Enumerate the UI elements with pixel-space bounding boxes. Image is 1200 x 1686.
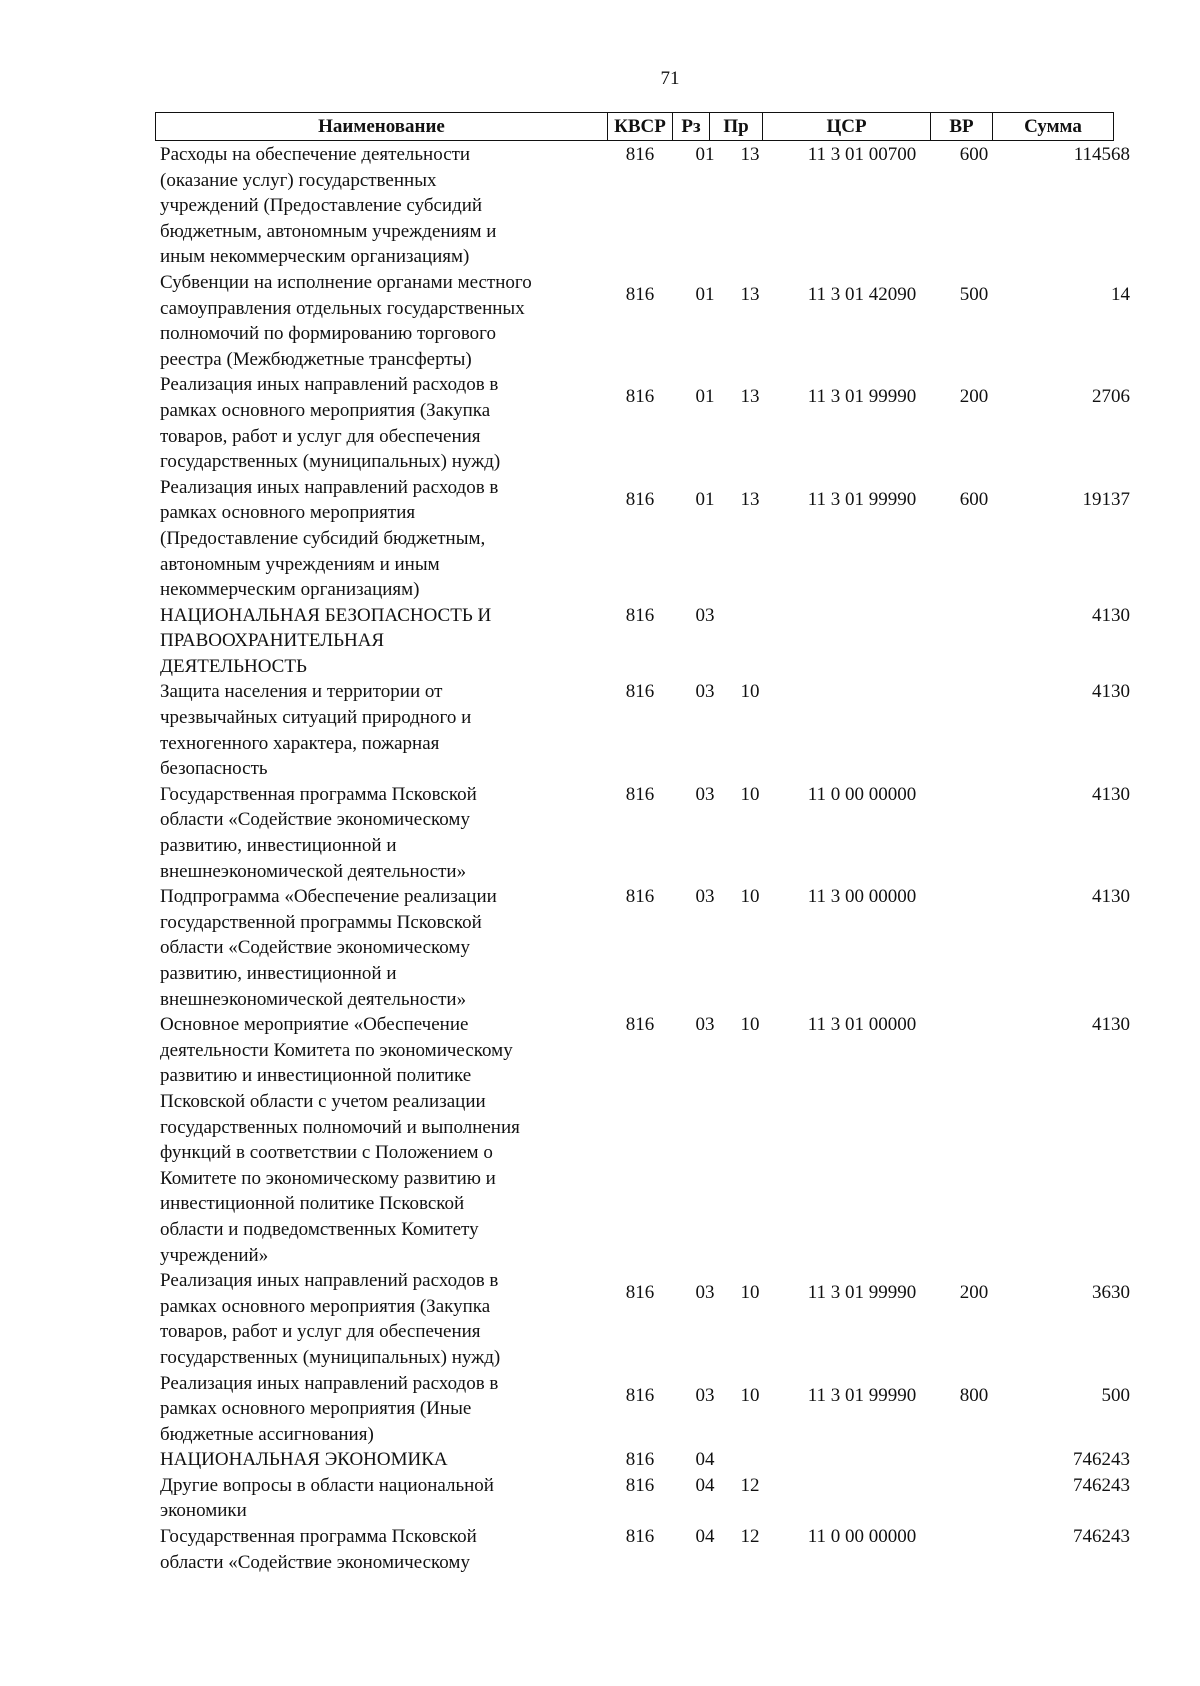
cell-rz: 03 bbox=[695, 886, 715, 908]
row-name-line: учреждений» bbox=[160, 1244, 269, 1266]
row-name-line: Расходы на обеспечение деятельности bbox=[160, 144, 471, 165]
row-name bbox=[160, 884, 600, 1012]
row-name-line: учреждений (Предоставление субсидий bbox=[160, 195, 483, 217]
cell-rz: 03 bbox=[695, 681, 715, 703]
row-name-line: бюджетным, автономным учреждениям и bbox=[160, 220, 497, 242]
cell-pr: 13 bbox=[740, 283, 760, 305]
cell-kvsr: 816 bbox=[625, 386, 655, 408]
cell-pr: 10 bbox=[740, 1384, 760, 1406]
row-name-line: развитию, инвестиционной и bbox=[160, 963, 397, 984]
header-sum: Сумма bbox=[993, 113, 1114, 141]
row-name-line: (оказание услуг) государственных bbox=[160, 169, 437, 191]
row-name-line: инвестиционной политике Псковской bbox=[160, 1193, 465, 1215]
header-pr: Пр bbox=[710, 113, 763, 141]
cell-vr: 200 bbox=[959, 1282, 989, 1304]
cell-csr: 11 3 01 42090 bbox=[807, 283, 917, 305]
row-name bbox=[160, 1268, 600, 1370]
cell-pr: 13 bbox=[740, 144, 760, 165]
table-row bbox=[160, 372, 1130, 474]
cell-sum: 4130 bbox=[1092, 886, 1130, 908]
cell-rz: 04 bbox=[695, 1449, 715, 1471]
row-name-line: развитию и инвестиционной политике bbox=[160, 1065, 472, 1087]
row-name-line: области «Содействие экономическому bbox=[160, 1551, 470, 1573]
cell-sum: 4130 bbox=[1092, 1014, 1130, 1036]
row-name bbox=[160, 270, 600, 372]
cell-rz: 01 bbox=[695, 144, 715, 165]
cell-kvsr: 816 bbox=[625, 886, 655, 908]
row-name-line: государственных (муниципальных) нужд) bbox=[160, 1346, 501, 1368]
cell-csr: 11 3 01 99990 bbox=[807, 1384, 917, 1406]
cell-pr: 10 bbox=[740, 783, 760, 805]
row-name-line: Реализация иных направлений расходов в bbox=[160, 476, 499, 498]
row-name-line: техногенного характера, пожарная bbox=[160, 732, 440, 754]
cell-pr: 12 bbox=[740, 1474, 760, 1496]
cell-csr: 11 0 00 00000 bbox=[807, 1526, 917, 1548]
row-name-line: функций в соответствии с Положением о bbox=[160, 1142, 493, 1164]
row-name-line: развитию, инвестиционной и bbox=[160, 835, 397, 857]
table-body bbox=[160, 142, 1130, 1575]
row-name-line: чрезвычайных ситуаций природного и bbox=[160, 707, 472, 729]
row-name-line: иным некоммерческим организациям) bbox=[160, 246, 470, 268]
cell-csr: 11 3 01 00000 bbox=[807, 1014, 917, 1036]
row-name-line: ДЕЯТЕЛЬНОСТЬ bbox=[160, 655, 307, 677]
cell-sum: 746243 bbox=[1073, 1474, 1130, 1496]
cell-kvsr: 816 bbox=[625, 1449, 655, 1471]
row-name-line: Государственная программа Псковской bbox=[160, 783, 477, 805]
cell-sum: 2706 bbox=[1092, 386, 1130, 408]
cell-rz: 03 bbox=[695, 604, 715, 626]
row-name-line: рамках основного мероприятия (Закупка bbox=[160, 399, 491, 421]
cell-vr: 500 bbox=[959, 283, 989, 305]
row-name-line: товаров, работ и услуг для обеспечения bbox=[160, 1321, 481, 1343]
row-name-line: НАЦИОНАЛЬНАЯ БЕЗОПАСНОСТЬ И bbox=[160, 604, 492, 626]
cell-sum: 4130 bbox=[1092, 604, 1130, 626]
row-name-line: Подпрограмма «Обеспечение реализации bbox=[160, 886, 497, 908]
cell-rz: 04 bbox=[695, 1474, 715, 1496]
row-name bbox=[160, 603, 600, 680]
row-name-line: Субвенции на исполнение органами местного bbox=[160, 271, 532, 293]
row-name-line: внешнеэкономической деятельности» bbox=[160, 988, 467, 1010]
cell-pr: 12 bbox=[740, 1526, 760, 1548]
row-name-line: безопасность bbox=[160, 758, 268, 780]
cell-rz: 03 bbox=[695, 1282, 715, 1304]
cell-csr: 11 3 01 99990 bbox=[807, 488, 917, 510]
row-name-line: рамках основного мероприятия bbox=[160, 502, 416, 524]
cell-pr: 10 bbox=[740, 681, 760, 703]
table-row bbox=[160, 270, 1130, 372]
row-name-line: Государственная программа Псковской bbox=[160, 1526, 477, 1548]
page-number: 71 bbox=[660, 68, 680, 89]
row-name bbox=[160, 1473, 600, 1524]
row-name-line: Реализация иных направлений расходов в bbox=[160, 1372, 499, 1394]
cell-vr: 200 bbox=[959, 386, 989, 408]
table-row bbox=[160, 1447, 1130, 1473]
row-name-line: Реализация иных направлений расходов в bbox=[160, 374, 499, 396]
cell-kvsr: 816 bbox=[625, 783, 655, 805]
row-name-line: товаров, работ и услуг для обеспечения bbox=[160, 425, 481, 447]
row-name-line: рамках основного мероприятия (Закупка bbox=[160, 1295, 491, 1317]
table-header bbox=[155, 112, 1114, 141]
cell-vr: 800 bbox=[959, 1384, 989, 1406]
cell-pr: 10 bbox=[740, 886, 760, 908]
row-name-line: Комитете по экономическому развитию и bbox=[160, 1167, 496, 1189]
row-name bbox=[160, 142, 600, 270]
row-name-line: внешнеэкономической деятельности» bbox=[160, 860, 467, 882]
row-name-line: рамках основного мероприятия (Иные bbox=[160, 1398, 472, 1420]
table-row bbox=[160, 1473, 1130, 1524]
header-rz: Рз bbox=[673, 113, 710, 141]
table-row bbox=[160, 884, 1130, 1012]
row-name-line: деятельности Комитета по экономическому bbox=[160, 1039, 513, 1061]
cell-sum: 500 bbox=[1101, 1384, 1130, 1406]
cell-kvsr: 816 bbox=[625, 1014, 655, 1036]
table-row bbox=[160, 1524, 1130, 1575]
cell-sum: 3630 bbox=[1092, 1282, 1130, 1304]
cell-kvsr: 816 bbox=[625, 488, 655, 510]
row-name-line: области «Содействие экономическому bbox=[160, 809, 470, 831]
cell-kvsr: 816 bbox=[625, 1384, 655, 1406]
header-csr: ЦСР bbox=[763, 113, 931, 141]
table-row bbox=[160, 475, 1130, 603]
row-name-line: ПРАВООХРАНИТЕЛЬНАЯ bbox=[160, 630, 385, 652]
row-name-line: некоммерческим организациям) bbox=[160, 579, 420, 601]
row-name-line: НАЦИОНАЛЬНАЯ ЭКОНОМИКА bbox=[160, 1449, 448, 1471]
table-row bbox=[160, 782, 1130, 884]
row-name-line: государственной программы Псковской bbox=[160, 911, 482, 933]
cell-rz: 03 bbox=[695, 1014, 715, 1036]
row-name bbox=[160, 679, 600, 781]
cell-sum: 19137 bbox=[1082, 488, 1130, 510]
row-name-line: государственных (муниципальных) нужд) bbox=[160, 451, 501, 473]
row-name bbox=[160, 782, 600, 884]
cell-kvsr: 816 bbox=[625, 144, 655, 165]
cell-sum: 114568 bbox=[1073, 144, 1130, 165]
table-row bbox=[160, 1268, 1130, 1370]
cell-kvsr: 816 bbox=[625, 604, 655, 626]
table-row bbox=[160, 142, 1130, 270]
row-name bbox=[160, 1524, 600, 1575]
cell-kvsr: 816 bbox=[625, 1282, 655, 1304]
header-vr: ВР bbox=[931, 113, 993, 141]
header-kvsr: КВСР bbox=[608, 113, 673, 141]
cell-rz: 03 bbox=[695, 1384, 715, 1406]
cell-sum: 746243 bbox=[1073, 1449, 1130, 1471]
cell-rz: 01 bbox=[695, 386, 715, 408]
cell-csr: 11 0 00 00000 bbox=[807, 783, 917, 805]
row-name-line: бюджетные ассигнования) bbox=[160, 1423, 374, 1445]
cell-sum: 14 bbox=[1111, 283, 1130, 305]
row-name-line: реестра (Межбюджетные трансферты) bbox=[160, 348, 472, 370]
cell-kvsr: 816 bbox=[625, 681, 655, 703]
row-name-line: полномочий по формированию торгового bbox=[160, 323, 496, 345]
row-name-line: Реализация иных направлений расходов в bbox=[160, 1270, 499, 1292]
row-name-line: Псковской области с учетом реализации bbox=[160, 1090, 486, 1112]
cell-rz: 01 bbox=[695, 488, 715, 510]
row-name-line: государственных полномочий и выполнения bbox=[160, 1116, 520, 1138]
cell-kvsr: 816 bbox=[625, 1526, 655, 1548]
cell-vr: 600 bbox=[959, 144, 989, 165]
row-name-line: (Предоставление субсидий бюджетным, bbox=[160, 527, 486, 549]
table-row bbox=[160, 1012, 1130, 1268]
row-name-line: самоуправления отдельных государственных bbox=[160, 297, 525, 319]
table-row bbox=[160, 603, 1130, 680]
cell-kvsr: 816 bbox=[625, 1474, 655, 1496]
table-row bbox=[160, 1371, 1130, 1448]
row-name bbox=[160, 372, 600, 474]
header-name: Наименование bbox=[156, 113, 608, 141]
table-row bbox=[160, 679, 1130, 781]
row-name-line: области «Содействие экономическому bbox=[160, 937, 470, 959]
row-name-line: экономики bbox=[160, 1500, 247, 1522]
row-name bbox=[160, 1447, 600, 1473]
cell-pr: 10 bbox=[740, 1282, 760, 1304]
cell-pr: 13 bbox=[740, 488, 760, 510]
row-name-line: автономным учреждениям и иным bbox=[160, 553, 440, 575]
cell-csr: 11 3 00 00000 bbox=[807, 886, 917, 908]
row-name-line: Другие вопросы в области национальной bbox=[160, 1474, 494, 1496]
cell-csr: 11 3 01 99990 bbox=[807, 386, 917, 408]
cell-sum: 746243 bbox=[1073, 1526, 1130, 1548]
cell-rz: 01 bbox=[695, 283, 715, 305]
cell-sum: 4130 bbox=[1092, 783, 1130, 805]
cell-pr: 13 bbox=[740, 386, 760, 408]
row-name bbox=[160, 1012, 600, 1268]
cell-sum: 4130 bbox=[1092, 681, 1130, 703]
cell-rz: 03 bbox=[695, 783, 715, 805]
row-name bbox=[160, 475, 600, 603]
cell-rz: 04 bbox=[695, 1526, 715, 1548]
cell-csr: 11 3 01 99990 bbox=[807, 1282, 917, 1304]
cell-vr: 600 bbox=[959, 488, 989, 510]
cell-kvsr: 816 bbox=[625, 283, 655, 305]
cell-pr: 10 bbox=[740, 1014, 760, 1036]
row-name bbox=[160, 1371, 600, 1448]
row-name-line: области и подведомственных Комитету bbox=[160, 1218, 479, 1240]
cell-csr: 11 3 01 00700 bbox=[807, 144, 917, 165]
row-name-line: Основное мероприятие «Обеспечение bbox=[160, 1014, 469, 1036]
row-name-line: Защита населения и территории от bbox=[160, 681, 443, 703]
